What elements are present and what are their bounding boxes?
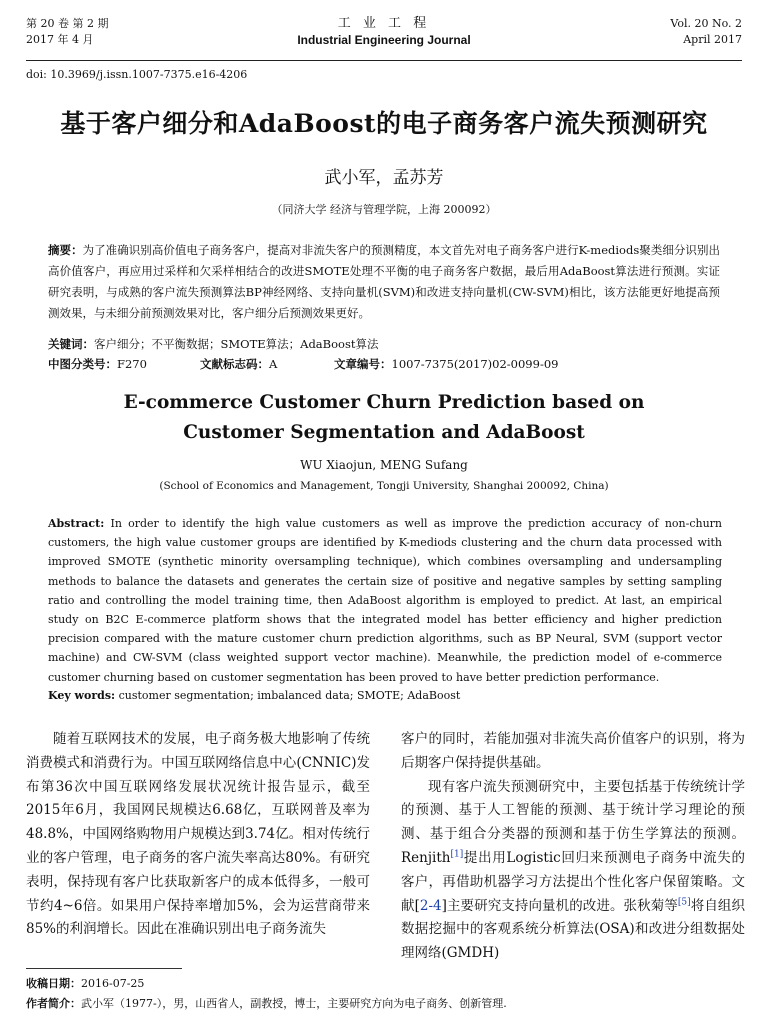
doc-code-value: A xyxy=(269,357,278,371)
journal-name-en: Industrial Engineering Journal xyxy=(297,33,471,47)
clc-value: F270 xyxy=(117,357,147,371)
clc-code xyxy=(48,354,200,374)
body-text: 现有客户流失预测研究中，主要包括基于传统统计学的预测、基于人工智能的预测、基于统计学习理论的预测、基于组合分类器的预测和基于仿生学算法的预测。Renjith xyxy=(401,778,745,866)
article-no-value: 1007-7375(2017)02-0099-09 xyxy=(391,357,559,371)
footnote-received xyxy=(26,975,742,993)
article-no-label: 文章编号： xyxy=(334,357,392,371)
citation-ref[interactable]: 2-4 xyxy=(419,897,442,914)
abstract-cn-label: 摘要： xyxy=(48,243,83,257)
citation-ref[interactable]: [5] xyxy=(677,897,691,908)
author-bio-value: 武小军（1977-），男，山西省人，副教授，博士，主要研究方向为电子商务、创新管理. xyxy=(81,997,507,1010)
keywords-cn-text: 客户细分；不平衡数据；SMOTE算法；AdaBoost算法 xyxy=(94,337,379,351)
keywords-cn-label: 关键词： xyxy=(48,337,94,351)
body-text: 提出用Logistic回归来预测电子商务中流失的客户，再借助机器学习方法提出个性化客户保留策略。文献[ xyxy=(401,849,745,914)
abstract-cn xyxy=(48,240,720,324)
journal-name-cn: 工 业 工 程 xyxy=(337,16,431,31)
article-no xyxy=(334,357,558,371)
doi: doi: 10.3969/j.issn.1007-7375.e16-4206 xyxy=(26,68,248,81)
abstract-en-text: In order to identify the high value customers as well as improve the prediction accuracy of non-churn customers, the high value customer groups are identified by K-mediods clustering and the churn data processed with improved SMOTE (synthetic minority oversampling technique), which combines oversampling and undersampling methods to balance the datasets and generates the certain size of positive and negative samples by setting sampling ratio and controlling the model training time, then AdaBoost algorithm is employed to predict. At last, an empirical study on B2C E-commerce platform shows that the integrated model has better efficiency and higher prediction precision compared with the mature customer churn prediction algorithms, such as BP Neural, SVM (support vector machine) and CW-SVM (class weighted support vector machine). Meanwhile, the prediction model of e-commerce customer churning based on customer segmentation has been proved to have better prediction performance. xyxy=(48,517,722,684)
keywords-en xyxy=(48,686,720,705)
keywords-en-text: customer segmentation; imbalanced data; SMOTE; AdaBoost xyxy=(118,689,461,702)
volume-en: Vol. 20 No. 2 xyxy=(670,17,742,30)
body-paragraph xyxy=(401,776,745,966)
classification-row xyxy=(48,354,720,374)
title-en-line1: E-commerce Customer Churn Prediction based on xyxy=(123,392,645,413)
title-en xyxy=(0,388,768,448)
authors-cn: 武小军，孟苏芳 xyxy=(324,168,444,188)
body-paragraph: 随着互联网技术的发展，电子商务极大地影响了传统消费模式和消费行为。中国互联网络信息中心(CNNIC)发布第36次中国互联网络发展状况统计报告显示，截至2015年6月，我国网民规模达6.68亿，互联网普及率为48.8%，中国网络购物用户规模达到3.74亿。相对传统行业的客户管理，电子商务的客户流失率高达80%。有研究表明，保持现有客户比获取新客户的成本低得多，一般可节约4~6倍。如果用户保持率增加5%，会为运营商带来85%的利润增长。因此在准确识别出电子商务流失 xyxy=(26,731,370,938)
footnote-author xyxy=(26,995,742,1013)
abstract-en xyxy=(48,514,722,687)
footnote-rule xyxy=(26,968,182,969)
received-label: 收稿日期： xyxy=(26,977,81,990)
body-column-right xyxy=(401,728,745,966)
title-en-line2: Customer Segmentation and AdaBoost xyxy=(183,422,585,443)
body-column-left xyxy=(26,728,370,942)
body-text: 将自组织数据挖掘中的客观系统分析算法(OSA)和改进分组数据处理网络(GMDH) xyxy=(401,897,745,962)
header-right xyxy=(670,16,742,48)
header-center xyxy=(0,16,768,48)
date-en: April 2017 xyxy=(683,33,742,46)
body-paragraph: 客户的同时，若能加强对非流失高价值客户的识别，将为后期客户保持提供基础。 xyxy=(401,731,745,771)
abstract-cn-text: 为了准确识别高价值电子商务客户，提高对非流失客户的预测精度，本文首先对电子商务客户进行K-mediods聚类细分识别出高价值客户，再应用过采样和欠采样相结合的改进SMOTE处理不平衡的电子商务客户数据，最后用AdaBoost算法进行预测。实证研究表明，与成熟的客户流失预测算法BP神经网络、支持向量机(SVM)和改进支持向量机(CW-SVM)相比，该方法能更好地提高预测效果，与未细分前预测效果对比，客户细分后预测效果更好。 xyxy=(48,243,720,320)
title-cn: 基于客户细分和AdaBoost的电子商务客户流失预测研究 xyxy=(60,109,708,138)
date-cn: 2017 年 4 月 xyxy=(26,33,94,46)
doc-code xyxy=(200,354,334,374)
clc-label: 中图分类号： xyxy=(48,357,117,371)
doc-code-label: 文献标志码： xyxy=(200,357,269,371)
authors-en: WU Xiaojun, MENG Sufang xyxy=(300,458,468,472)
affiliation-cn: （同济大学 经济与管理学院，上海 200092） xyxy=(271,203,497,216)
affiliation-en: (School of Economics and Management, Tongji University, Shanghai 200092, China) xyxy=(159,480,609,492)
abstract-en-label: Abstract: xyxy=(48,517,105,530)
header-rule xyxy=(26,60,742,61)
keywords-cn xyxy=(48,334,720,354)
body-text: ]主要研究支持向量机的改进。张秋菊等 xyxy=(441,897,678,914)
keywords-en-label: Key words: xyxy=(48,689,116,702)
author-bio-label: 作者简介： xyxy=(26,997,81,1010)
received-value: 2016-07-25 xyxy=(81,977,145,990)
citation-ref[interactable]: [1] xyxy=(450,849,464,860)
volume-cn: 第 20 卷 第 2 期 xyxy=(26,17,109,30)
